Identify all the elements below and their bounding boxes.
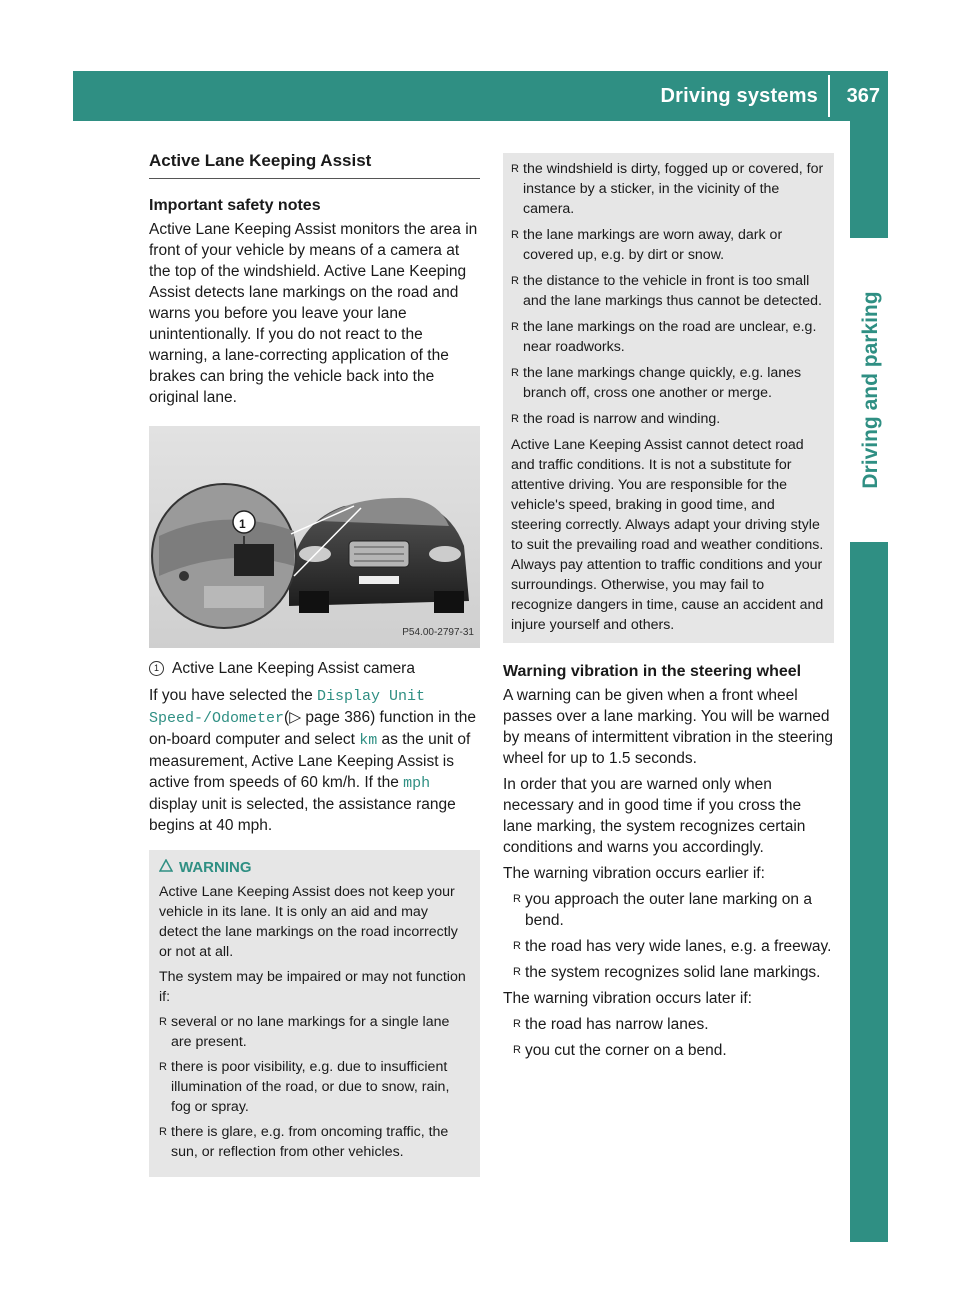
speed-paragraph bbox=[149, 685, 480, 836]
warning-note: Active Lane Keeping Assist cannot detect road and traffic conditions. It is not a substitute for attentive driving. You are responsible for the vehicle's speed, braking in good time, and steering correctly. Always adapt your driving style to suit the prevailing road and weather conditions. Always pay attention to traffic conditions and your surroundings. Otherwise, you may fail to recognize dangers in time, cause an accident and injure yourself and others. bbox=[511, 437, 824, 633]
intro-paragraph: Active Lane Keeping Assist monitors the area in front of your vehicle by means of a camera at the top of the windshield. Active Lane Keeping Assist detects lane markings on the road and warns you before you leave your lane unintentionally. If you do not react to the warning, a lane-correcting application of the brakes can bring the vehicle back into the original lane. bbox=[149, 221, 478, 406]
list-item-text: several or no lane markings for a single lane are present. bbox=[171, 1014, 450, 1050]
vibration-paragraph-3: The warning vibration occurs earlier if: bbox=[503, 865, 765, 882]
list-item bbox=[511, 271, 824, 311]
bullet-icon: R bbox=[513, 1044, 521, 1056]
list-item bbox=[159, 1012, 470, 1052]
list-item-text: you approach the outer lane marking on a bend. bbox=[525, 891, 812, 929]
warning-triangle-icon bbox=[159, 858, 173, 878]
list-item-text: the road has very wide lanes, e.g. a freeway. bbox=[525, 938, 832, 955]
camera-magnifier bbox=[152, 484, 296, 628]
list-item-text: the lane markings are worn away, dark or covered up, e.g. by dirt or snow. bbox=[523, 227, 783, 263]
warning-paragraph-1: Active Lane Keeping Assist does not keep your vehicle in its lane. It is only an aid and may detect the lane markings on the road incorrectly or not at all. bbox=[159, 884, 458, 960]
list-item-text: the road has narrow lanes. bbox=[525, 1016, 709, 1033]
figure-callout-number: 1 bbox=[239, 517, 246, 531]
header-divider bbox=[828, 75, 830, 117]
mph-setting: mph bbox=[403, 775, 431, 792]
figure-caption-text: Active Lane Keeping Assist camera bbox=[172, 660, 415, 677]
warning-box-continued bbox=[503, 153, 834, 643]
list-item bbox=[511, 317, 824, 357]
list-item bbox=[159, 1122, 470, 1162]
speed-text-d: display unit is selected, the assistance range begins at 40 mph. bbox=[149, 796, 456, 834]
bullet-icon: R bbox=[513, 966, 521, 978]
list-item-text: the windshield is dirty, fogged up or covered, for instance by a sticker, in the vicinity of the camera. bbox=[523, 161, 824, 217]
list-item bbox=[513, 936, 834, 957]
bullet-icon: R bbox=[511, 275, 519, 287]
warning-heading bbox=[159, 858, 470, 878]
bullet-icon: R bbox=[513, 893, 521, 905]
list-item-text: you cut the corner on a bend. bbox=[525, 1042, 727, 1059]
figure-credit: P54.00-2797-31 bbox=[402, 627, 474, 638]
vibration-paragraph-1: A warning can be given when a front wheel passes over a lane marking. You will be warned by means of intermittent vibration in the steering wheel for up to 1.5 seconds. bbox=[503, 687, 833, 767]
bullet-icon: R bbox=[159, 1126, 167, 1138]
list-item bbox=[511, 409, 824, 429]
bullet-icon: R bbox=[159, 1016, 167, 1028]
list-item-text: the distance to the vehicle in front is too small and the lane markings thus cannot be detected. bbox=[523, 273, 822, 309]
bullet-icon: R bbox=[159, 1061, 167, 1073]
earlier-conditions-list bbox=[503, 889, 834, 983]
bullet-icon: R bbox=[513, 940, 521, 952]
speed-text-a: If you have selected the bbox=[149, 687, 318, 704]
list-item bbox=[159, 1057, 470, 1117]
list-item bbox=[513, 1040, 834, 1061]
list-item-text: the lane markings on the road are unclear, e.g. near roadworks. bbox=[523, 319, 817, 355]
figure-caption bbox=[149, 658, 480, 679]
warning-paragraph-2: The system may be impaired or may not function if: bbox=[159, 969, 466, 1005]
list-item-text: there is glare, e.g. from oncoming traffic, the sun, or reflection from other vehicles. bbox=[171, 1124, 449, 1160]
speed-text-b: (▷ page 386) function in the on-board computer and select bbox=[149, 709, 477, 748]
warning-box bbox=[149, 850, 480, 1177]
bullet-icon: R bbox=[511, 229, 519, 241]
camera-illustration bbox=[149, 426, 480, 648]
display-unit-setting: Display Unit Speed-/Odometer bbox=[149, 688, 426, 727]
vibration-paragraph-2: In order that you are warned only when necessary and in good time if you cross the lane marking, the system recognizes certain conditions and warns you accordingly. bbox=[503, 776, 806, 856]
bullet-icon: R bbox=[511, 163, 519, 175]
side-tab-label: Driving and parking bbox=[859, 291, 882, 489]
section-title: Active Lane Keeping Assist bbox=[149, 150, 480, 179]
vibration-heading: Warning vibration in the steering wheel bbox=[503, 663, 802, 680]
camera-figure bbox=[149, 426, 480, 648]
header-bar bbox=[73, 71, 888, 121]
bullet-icon: R bbox=[511, 413, 519, 425]
warning-heading-text: WARNING bbox=[179, 859, 252, 876]
right-column bbox=[503, 153, 834, 1066]
list-item bbox=[511, 363, 824, 403]
callout-number-icon: 1 bbox=[149, 661, 164, 676]
warning-conditions-list bbox=[159, 1012, 470, 1162]
list-item bbox=[513, 962, 834, 983]
bullet-icon: R bbox=[511, 367, 519, 379]
speed-text-c: as the unit of measurement, Active Lane Keeping Assist is active from speeds of 60 km/h. If the bbox=[149, 731, 471, 791]
warning-conditions-list-continued bbox=[511, 159, 824, 429]
list-item bbox=[511, 225, 824, 265]
list-item bbox=[513, 889, 834, 931]
list-item-text: there is poor visibility, e.g. due to insufficient illumination of the road, or due to snow, rain, fog or spray. bbox=[171, 1059, 450, 1115]
left-column bbox=[149, 150, 480, 1177]
list-item-text: the system recognizes solid lane markings. bbox=[525, 964, 821, 981]
header-section-title: Driving systems bbox=[660, 85, 818, 107]
km-setting: km bbox=[359, 732, 378, 749]
bullet-icon: R bbox=[511, 321, 519, 333]
list-item-text: the lane markings change quickly, e.g. lanes branch off, cross one another or merge. bbox=[523, 365, 802, 401]
list-item bbox=[513, 1014, 834, 1035]
list-item bbox=[511, 159, 824, 219]
later-conditions-list bbox=[503, 1014, 834, 1061]
list-item-text: the road is narrow and winding. bbox=[523, 411, 721, 427]
page-number: 367 bbox=[846, 85, 880, 107]
side-tab-marker bbox=[852, 548, 888, 584]
vibration-paragraph-4: The warning vibration occurs later if: bbox=[503, 990, 752, 1007]
bullet-icon: R bbox=[513, 1018, 521, 1030]
safety-notes-heading: Important safety notes bbox=[149, 197, 321, 214]
